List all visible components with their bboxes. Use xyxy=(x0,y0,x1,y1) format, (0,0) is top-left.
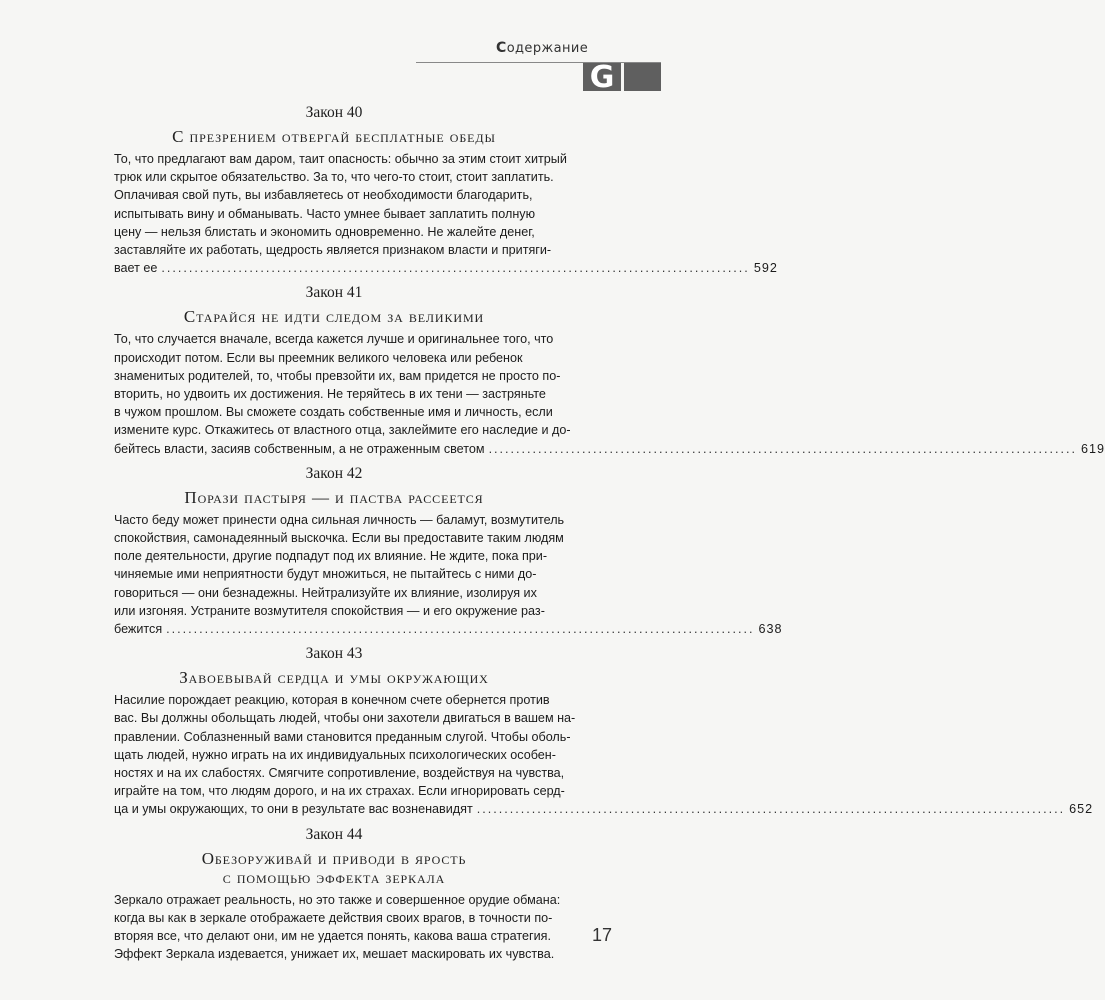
desc-line: правлении. Соблазненный вами становится преданным слугой. Чтобы оболь- xyxy=(114,729,571,744)
page-reference[interactable]: 592 xyxy=(753,261,778,276)
page-reference[interactable]: 619 xyxy=(1080,441,1105,456)
law-title: Порази пастыря — и паства рассеется xyxy=(184,487,484,507)
section-header-label xyxy=(496,40,588,56)
law-number: Закон 41 xyxy=(305,284,363,302)
law-title: Старайся не идти следом за великими xyxy=(183,307,485,327)
desc-last-text: бежится xyxy=(114,622,163,637)
law-title: С презрением отвергай бесплатные обеды xyxy=(172,127,496,146)
desc-line: Эффект Зеркала издевается, унижает их, мешает маскировать их чувства. xyxy=(114,947,555,962)
law-title-line-1: Обезоруживай и приводи в ярость xyxy=(201,848,467,868)
toc-entry-line[interactable] xyxy=(114,259,778,277)
desc-line: происходит потом. Если вы преемник великого человека или ребенок xyxy=(114,350,523,365)
desc-line: заставляйте их работать, щедрость является признаком власти и притяги- xyxy=(114,243,552,258)
desc-line: в чужом прошлом. Вы сможете создать собственные имя и личность, если xyxy=(114,405,553,420)
desc-line: Часто беду может принести одна сильная личность — баламут, возмутитель xyxy=(114,512,565,527)
law-description xyxy=(114,150,778,277)
desc-line: играйте на том, что людям дорого, и на их страхах. Если игнорировать серд- xyxy=(114,784,565,799)
dot-leader: ........................................................................................................... xyxy=(161,261,750,276)
law-title: Завоевывай сердца и умы окружающих xyxy=(179,668,489,688)
desc-line: поле деятельности, другие подпадут под их влияние. Не ждите, пока при- xyxy=(114,549,548,564)
desc-last-text: ца и умы окружающих, то они в результате вас возненавидят xyxy=(114,802,473,817)
page-reference[interactable]: 652 xyxy=(1069,802,1094,817)
law-title-line-2: с помощью эффекта зеркала xyxy=(222,867,446,887)
desc-line: испытывать вину и обманывать. Часто умнее бывает заплатить полную xyxy=(114,206,536,221)
section-header-initial: С xyxy=(496,40,507,56)
law-number: Закон 42 xyxy=(305,464,363,482)
law-41 xyxy=(114,283,1105,457)
desc-line: когда вы как в зеркале отображаете действия своих врагов, в точности по- xyxy=(114,910,553,925)
desc-line: цену — нельзя блистать и экономить одновременно. Не жалейте денег, xyxy=(114,224,535,239)
law-description xyxy=(114,691,1094,818)
chapter-tab-letter: G xyxy=(589,59,615,95)
law-number: Закон 43 xyxy=(305,645,363,663)
desc-line: измените курс. Откажитесь от властного отца, заклеймите его наследие и до- xyxy=(114,423,571,438)
law-description xyxy=(114,891,561,964)
toc-entry-line[interactable] xyxy=(114,800,1094,818)
desc-line: щать людей, нужно играть на их индивидуальных психологических особен- xyxy=(114,747,556,762)
law-43 xyxy=(114,644,1094,818)
law-40 xyxy=(114,103,778,277)
law-description xyxy=(114,330,1105,457)
chapter-tab xyxy=(583,59,661,95)
desc-line: вторить, но удвоить их достижения. Не теряйтесь в их тени — застряньте xyxy=(114,387,546,402)
page-reference[interactable]: 638 xyxy=(758,622,783,637)
toc-entry-line[interactable] xyxy=(114,440,1105,458)
desc-line: говориться — они безнадежны. Нейтрализуйте их влияние, изолируя их xyxy=(114,585,537,600)
desc-line: Зеркало отражает реальность, но это также и совершенное орудие обмана: xyxy=(114,892,561,907)
desc-line: или изгоняя. Устраните возмутителя спокойствия — и его окружение раз- xyxy=(114,603,545,618)
dot-leader: ........................................................................................................... xyxy=(166,622,755,637)
desc-line: вторяя все, что делают они, им не удается понять, какова ваша стратегия. xyxy=(114,929,551,944)
desc-line: То, что предлагают вам даром, таит опасность: обычно за этим стоит хитрый xyxy=(114,152,567,166)
law-description xyxy=(114,511,783,638)
desc-line: То, что случается вначале, всегда кажется лучше и оригинальнее того, что xyxy=(114,332,554,347)
desc-line: трюк или скрытое обязательство. За то, что чего-то стоит, стоит заплатить. xyxy=(114,170,554,185)
chapter-tab-separator xyxy=(621,63,624,91)
dot-leader: ........................................................................................................... xyxy=(488,441,1077,456)
desc-line: Насилие порождает реакцию, которая в конечном счете обернется против xyxy=(114,693,550,708)
desc-line: чиняемые ими неприятности будут множиться, не пытайтесь с ними до- xyxy=(114,567,537,582)
desc-line: ностях и на их слабостях. Смягчите сопротивление, воздействуя на чувства, xyxy=(114,766,565,781)
law-42 xyxy=(114,464,783,638)
desc-last-text: вает ее xyxy=(114,261,158,276)
desc-line: вас. Вы должны обольщать людей, чтобы они захотели двигаться в вашем на- xyxy=(114,711,576,726)
desc-last-text: бейтесь власти, засияв собственным, а не отраженным светом xyxy=(114,441,485,456)
section-header-rest: одержание xyxy=(506,41,589,56)
dot-leader: ........................................................................................................... xyxy=(476,802,1066,817)
desc-line: знаменитых родителей, то, чтобы превзойти их, вам придется не просто по- xyxy=(114,368,561,383)
toc-entry-line[interactable] xyxy=(114,620,783,638)
law-number: Закон 40 xyxy=(305,104,363,121)
law-44 xyxy=(114,825,561,964)
page-number: 17 xyxy=(592,925,613,945)
desc-line: Оплачивая свой путь, вы избавляетесь от необходимости благодарить, xyxy=(114,188,533,203)
desc-line: спокойствия, самонадеянный выскочка. Если вы предоставите таким людям xyxy=(114,531,564,546)
law-number: Закон 44 xyxy=(305,825,363,843)
